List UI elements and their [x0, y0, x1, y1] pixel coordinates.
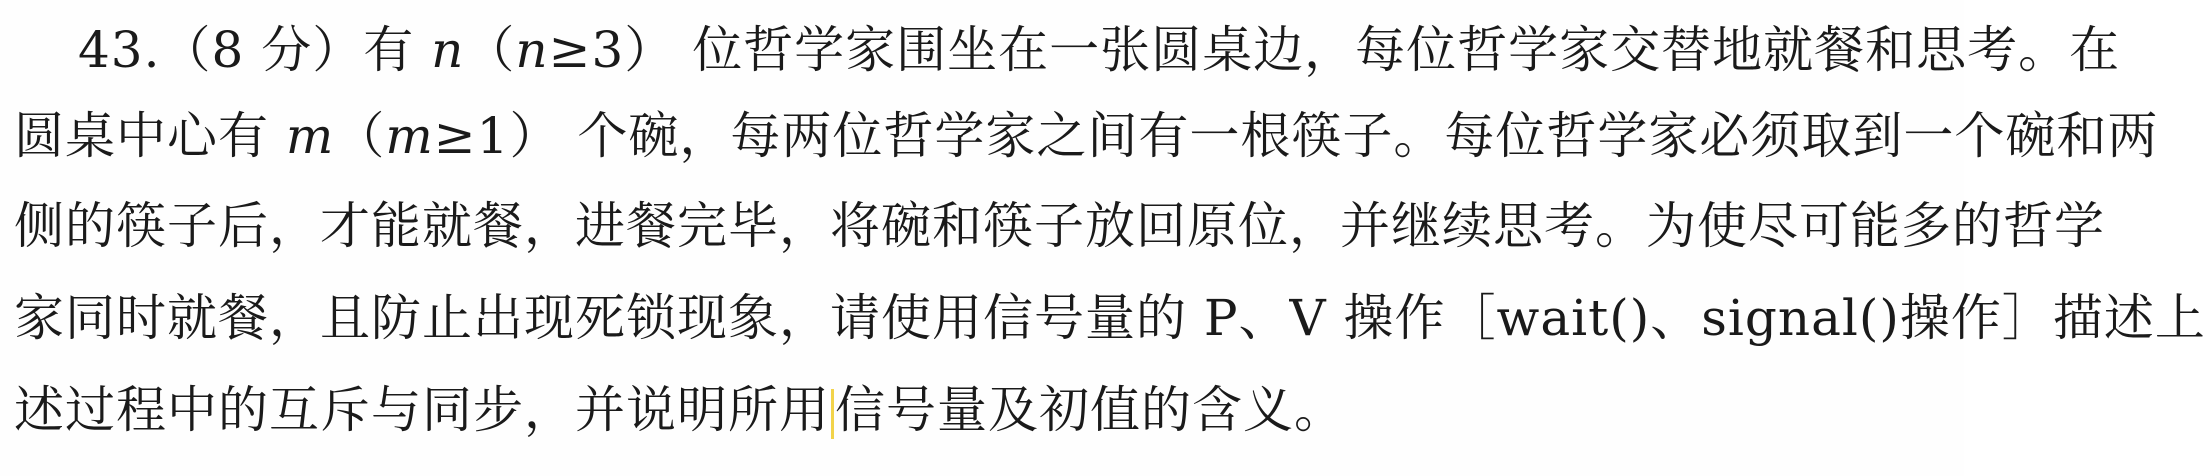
question-line-3: 侧的筷子后，才能就餐，进餐完毕，将碗和筷子放回原位，并继续思考。为使尽可能多的哲学 — [14, 197, 2105, 255]
text-segment: 位哲学家围坐在一张圆桌边，每位哲学家交替地就餐和思考。在 — [692, 21, 2121, 79]
text-cursor — [831, 389, 834, 439]
question-number: 43. — [78, 21, 161, 79]
text-segment: ≥3） — [548, 21, 676, 79]
question-line-2 — [14, 98, 2158, 174]
variable-n: n — [431, 21, 465, 79]
text-segment: 圆桌中心有 — [14, 107, 269, 165]
variable-m-condition: m — [385, 107, 434, 165]
text-segment: （ — [464, 21, 516, 79]
question-line-4: 家同时就餐，且防止出现死锁现象，请使用信号量的 P、V 操作［wait()、signal()操作］描述上 — [14, 289, 2206, 347]
text-segment: 信号量及初值的含义。 — [835, 381, 1345, 439]
question-line-5 — [14, 372, 1345, 448]
text-segment: ≥1） — [433, 107, 561, 165]
question-line-1 — [78, 12, 2120, 88]
text-segment: 述过程中的互斥与同步，并说明所用 — [14, 381, 830, 439]
text-segment: （ — [334, 107, 386, 165]
question-points: （8 分） — [160, 21, 364, 79]
variable-m: m — [285, 107, 335, 165]
variable-n-condition: n — [515, 21, 549, 79]
text-segment: 个碗，每两位哲学家之间有一根筷子。每位哲学家必须取到一个碗和两 — [577, 107, 2159, 165]
text-segment: 有 — [363, 21, 415, 79]
